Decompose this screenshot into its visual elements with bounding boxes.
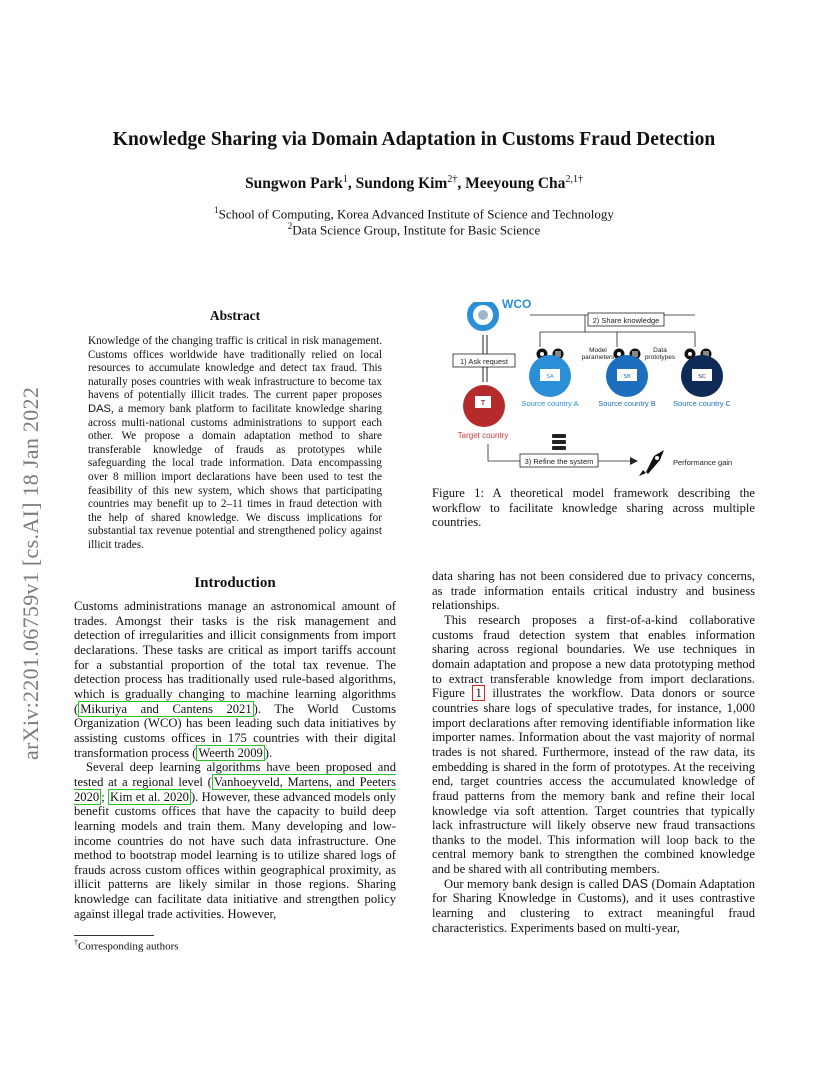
paragraph [432,877,755,936]
affiliation-mark: 1 [214,205,219,215]
ask-request-label: 1) Ask request [460,357,508,366]
figure-reference-link[interactable]: 1 [472,685,484,701]
author-separator: , [347,175,356,193]
author-affil-mark: 2† [447,174,458,185]
system-name: DAS [88,402,112,415]
rocket-icon [639,450,664,476]
refine-system-label: 3) Refine the system [524,457,594,466]
target-country-label: Target country [457,431,509,440]
paragraph-text: ; [101,789,109,804]
system-name: DAS [622,876,649,891]
abstract-heading: Abstract [209,308,261,323]
author-name: Sundong Kim [355,175,448,193]
author-name: Sungwon Park [245,175,343,193]
paper-title: Knowledge Sharing via Domain Adaptation in Customs Fraud Detection [112,129,716,150]
figure-1-diagram [440,292,750,477]
section-heading-introduction: Introduction [194,575,276,591]
paragraph-text: Customs administrations manage an astronomical amount of trades. Amongst their tasks is the risk management and detection of irregularities and illicit consignments from import declarations. These tasks are critical as import tariffs account for a substantial proportion of the total tax revenue. The detection process has traditionally used rule-based algorithms, which is gradually changing to machine learning algorithms ( [74,599,396,716]
database-icon [552,434,566,450]
affiliation-text: School of Computing, Korea Advanced Institute of Science and Technology [218,206,614,222]
paragraph: data sharing has not been considered due to privacy concerns, as trade information entails critical industry and business relationships. [432,569,755,613]
author-affil-mark: 2,1† [565,174,583,185]
wco-logo-icon [470,296,496,328]
source-country-a-label: Source country A [521,399,579,408]
abstract-body [88,335,382,553]
author-separator: , [457,175,466,193]
target-flag-label: T [480,400,486,407]
source-country-b-label: Source country B [598,399,656,408]
abstract-text: Knowledge of the changing traffic is critical in risk management. Customs offices worldwide have traditionally relied on local resources to accumulate knowledge and detect tax fraud. This naturally poses countries with weak infrastructure to become tax havens of potentially illicit trades. The current paper proposes [88,335,382,402]
share-knowledge-label: 2) Share knowledge [592,316,660,325]
affiliation [0,218,828,238]
citation-link[interactable]: Vanhoeyveld, Martens, and Peeters 2020 [74,774,396,804]
flag-a-label: SA [546,374,554,380]
paragraph [432,613,755,877]
paragraph-text: Our memory bank design is called [444,876,623,891]
performance-gain-label: Performance gain [673,458,733,467]
source-country-c-label: Source country C [673,399,731,408]
author-list [0,174,828,193]
footnote-rule [74,935,154,936]
paragraph [74,760,396,921]
flag-b-label: SB [623,374,631,380]
flag-c-label: SC [698,374,706,380]
paragraph-text: ). [264,745,273,760]
abstract-text: , a memory bank platform to facilitate knowledge sharing across multi-national customs administrations to support each other. We propose a domain adaptation method to share transferable knowledge of frauds as prototypes while safeguarding the local trade information. Data encompassing over 8 million import declarations have been used to test the feasibility of this new system, which shows that participating countries may benefit up to 2–11 times in fraud detection with the help of shared knowledge. We discuss implications for substantial tax revenue potential and strengthened policy against illicit trades. [88,402,382,551]
footnote [74,938,179,953]
citation-link[interactable]: Weerth 2009 [198,745,263,760]
paragraph-text: (Domain Adaptation for Sharing Knowledge in Customs), and it uses contrastive learning and clustering to extract meaningful fraud characteristics. Experiments based on multi-year, [432,876,755,935]
paragraph-text: ). The World Customs Organization (WCO) has been leading such data initiatives by assisting customs offices in 175 countries with their digital transformation process ( [74,701,397,760]
right-column [432,569,755,935]
author-affil-mark: 1 [342,174,348,185]
citation-link[interactable]: Kim et al. 2020 [110,789,189,804]
paragraph-text: Several deep learning algorithms have been proposed and tested at a regional level ( [74,760,396,789]
model-parameters-label: Model parameters [581,347,615,361]
arrow-head [630,457,638,465]
arxiv-stamp: arXiv:2201.06759v1 [cs.AI] 18 Jan 2022 [18,386,43,760]
paragraph [74,599,396,760]
citation-link[interactable]: Mikuriya and Cantens 2021 [80,701,252,716]
footnote-text: Corresponding authors [78,940,179,953]
paragraph-text: This research proposes a first-of-a-kind collaborative customs fraud detection system that enables information sharing across regional boundaries. We use techniques in domain adaptation and propose a new data prototyping method to extract transferable knowledge from import declarations. Figure [432,612,755,701]
intro-left-column [74,599,396,921]
wco-label: WCO [502,297,532,311]
affiliation-text: Data Science Group, Institute for Basic Science [292,222,541,238]
paragraph-text: illustrates the workflow. Data donors or source countries share logs of speculative trades, for instance, 1,000 import declarations after removing identifiable information like importer names. Information about the vast majority of normal trades is not shared. Furthermore, instead of the raw data, its embedding is shared in the form of prototypes. At the receiving end, target countries access the accumulated knowledge of fraud patterns from the memory bank and refine their local knowledge via soft attention. Target countries that typically lack infrastructure will likely observe new fraud transactions thanks to the model. This information will loop back to the central memory bank to strengthen the combined knowledge and be shared with all contributing members. [432,686,756,877]
affiliation-mark: 2 [287,221,293,231]
author-name: Meeyoung Cha [465,175,566,193]
figure-caption: Figure 1: A theoretical model framework describing the workflow to facilitate knowledge sharing across multiple countries. [432,486,755,530]
data-prototypes-label: Data prototypes [644,347,676,361]
paragraph-text: ). However, these advanced models only benefit customs offices that have the capacity to build deep learning models and train them. Many developing and low-income countries do not have such data infrastructure. One method to bootstrap model learning is to utilize shared logs of frauds across custom offices within geographical proximity, as illicit patterns are likely similar in those regions. Sharing knowledge can facilitate data initiative and strengthen policy against illegal trade activities. However, [74,789,396,921]
footnote-mark: † [74,938,78,947]
